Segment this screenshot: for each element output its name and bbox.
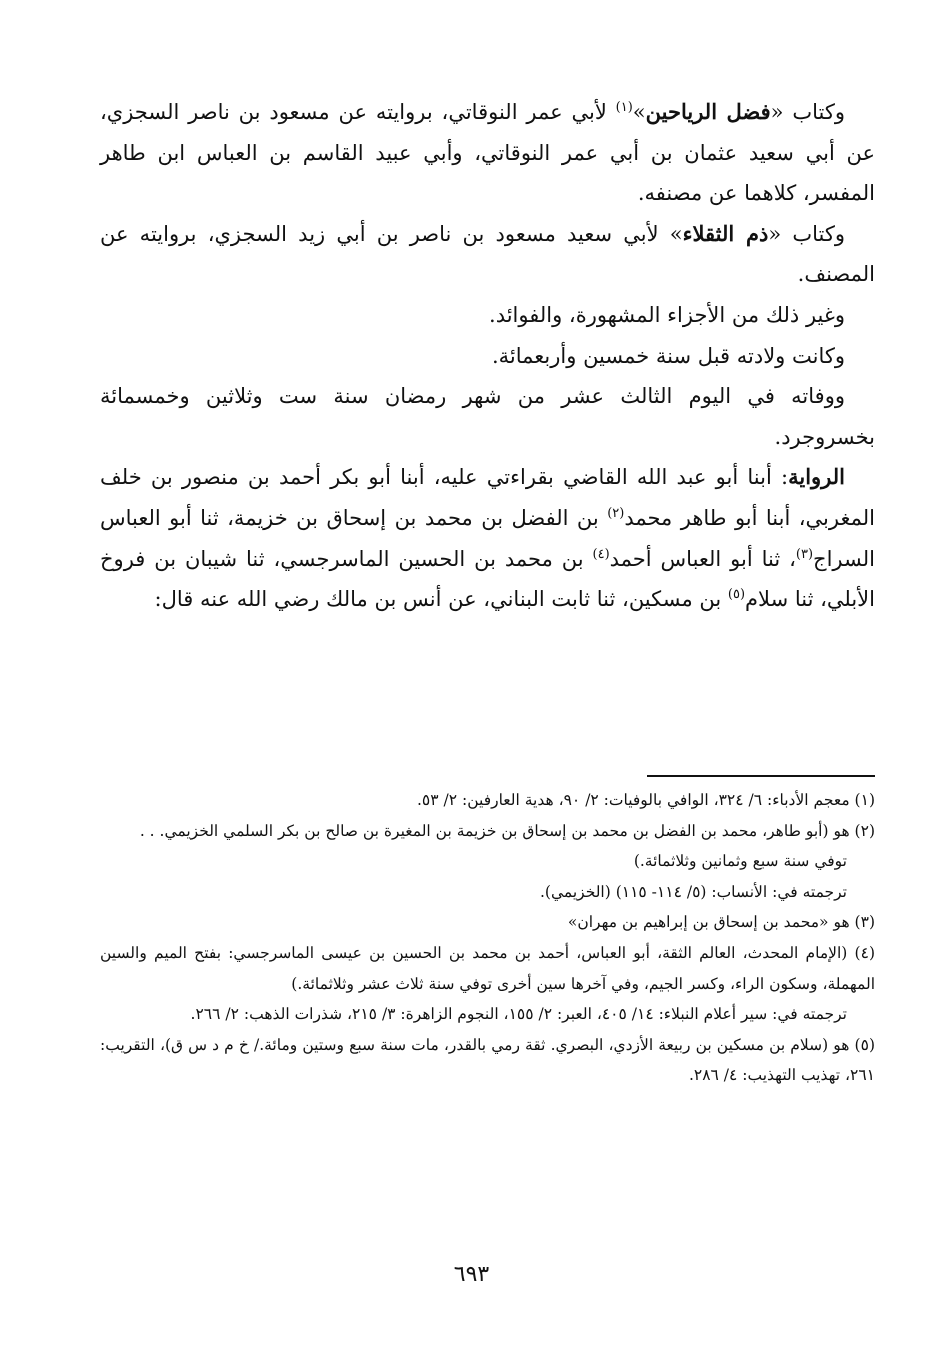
text-segment: » لأبي سعيد مسعود بن ناصر بن أبي زيد السجزي، بروايته عن المصنف. <box>100 221 875 287</box>
text-segment: لأبي عمر النوقاتي، بروايته عن مسعود بن ناصر السجزي، عن أبي سعيد عثمان بن أبي عمر النوقاتي، وأبي عبيد القاسم بن العباس ابن طاهر المفسر، كلاهما عن مصنفه. <box>100 100 875 206</box>
footnotes <box>100 785 875 1091</box>
footnote-5: (٥) هو (سلام بن مسكين بن ربيعة الأزدي، البصري. ثقة رمي بالقدر، مات سنة سبع وستين ومائة./ خ م د س ق)، التقريب: ٢٦١، تهذيب التهذيب: ٤/ ٢٨٦. <box>100 1035 875 1085</box>
paragraph-death: ووفاته في اليوم الثالث عشر من شهر رمضان سنة ست وثلاثين وخمسمائة بخسروجرد. <box>100 384 875 449</box>
text-segment: بن مسكين، ثنا ثابت البناني، عن أنس بن مالك رضي الله عنه قال: <box>154 587 728 612</box>
text-segment: » <box>632 100 646 124</box>
text-segment: بن الفضل بن محمد بن إسحاق بن خزيمة، ثنا أبو العباس السراج <box>100 505 875 571</box>
footnote-ref: (٤) <box>592 546 610 562</box>
footnote-2-sources: ترجمته في: الأنساب: (٥/ ١١٤- ١١٥) (الخزيمي). <box>539 882 847 901</box>
footnote-4-sources: ترجمته في: سير أعلام النبلاء: ١٤/ ٤٠٥، العبر: ٢/ ١٥٥، النجوم الزاهرة: ٣/ ٢١٥، شذرات الذهب: ٢/ ٢٦٦. <box>190 1005 847 1024</box>
riwaya-heading: الرواية <box>788 464 845 490</box>
paragraph-birth: وكانت ولادته قبل سنة خمسين وأربعمائة. <box>491 343 845 368</box>
text-segment: وكتاب « <box>768 221 846 246</box>
footnote-4: (٤) (الإمام المحدث، العالم الثقة، أبو العباس، أحمد بن محمد بن الحسين بن عيسى الماسرجسي: بفتح الميم والسين المهملة، وسكون الراء، وكسر الجيم، وفي آخرها سين أخرى توفي سنة ثلاث عشر وثلاثمائة.) <box>100 943 875 993</box>
page-number: ٦٩٣ <box>453 1262 490 1287</box>
footnote-separator <box>647 775 875 777</box>
paragraph-riwaya <box>100 457 875 619</box>
paragraph-fadl-al-rayahin <box>100 92 875 214</box>
main-text <box>100 92 875 620</box>
footnote-ref: (١) <box>615 100 633 115</box>
footnote-2-death: توفي سنة سبع وثمانين وثلاثمائة.) <box>633 852 847 871</box>
book-title: ذم الثقلاء <box>682 220 769 246</box>
book-title: فضل الرياحين <box>645 99 771 124</box>
text-segment: وكتاب « <box>770 100 845 124</box>
text-segment: بن محمد بن الحسين الماسرجسي، ثنا شيبان بن فروخ الأبلي، ثنا سلام <box>100 546 875 612</box>
footnote-ref: (٣) <box>795 546 814 562</box>
paragraph-other-works: وغير ذلك من الأجزاء المشهورة، والفوائد. <box>489 302 845 327</box>
footnote-2: (٢) هو (أبو طاهر، محمد بن الفضل بن محمد بن إسحاق بن خزيمة بن المغيرة بن صالح بن بكر السلمي الخزيمي. . . <box>139 821 875 840</box>
footnote-1: (١) معجم الأدباء: ٦/ ٣٢٤، الوافي بالوفيات: ٢/ ٩٠، هدية العارفين: ٢/ ٥٣. <box>416 791 875 809</box>
footnote-ref: (٥) <box>727 587 746 603</box>
text-segment: ، ثنا أبو العباس أحمد <box>609 546 796 571</box>
footnote-ref: (٢) <box>607 505 625 521</box>
footnote-3: (٣) هو «محمد بن إسحاق بن إبراهيم بن مهران» <box>567 913 875 932</box>
paragraph-dhamm-al-thuqala <box>100 214 875 295</box>
text-segment: : أبنا أبو عبد الله القاضي بقراءتي عليه، أبنا أبو بكر أحمد بن منصور بن خلف المغربي، أبنا أبو طاهر محمد <box>100 465 875 530</box>
